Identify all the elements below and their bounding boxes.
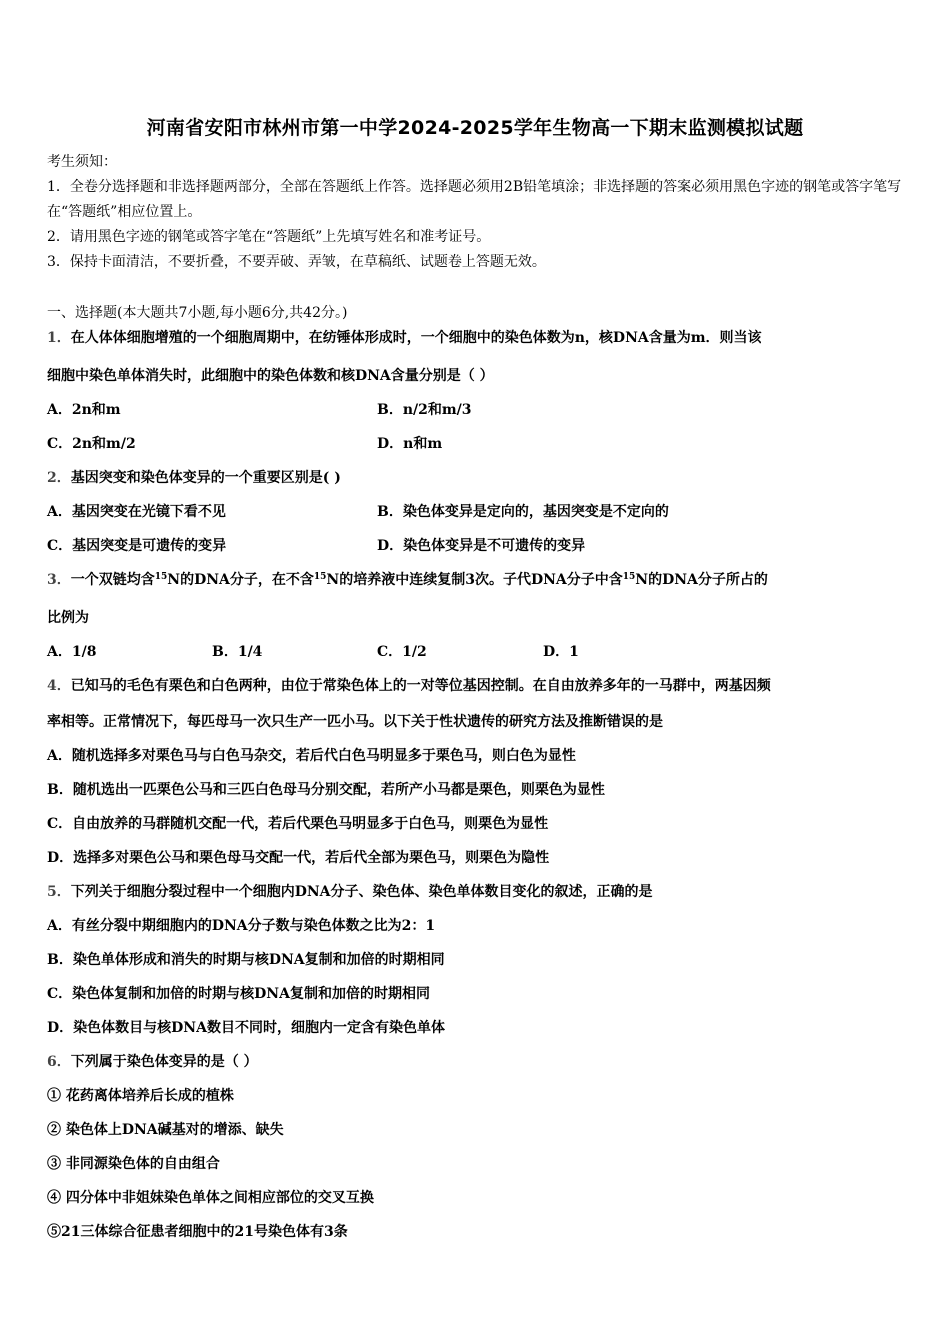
q1-option-c: C．2n和m/2 — [47, 436, 136, 452]
q5-option-d: D．染色体数目与核DNA数目不同时，细胞内一定含有染色单体 — [47, 1020, 445, 1036]
q2-stem: 2．基因突变和染色体变异的一个重要区别是( ) — [47, 470, 341, 486]
q1-option-a: A．2n和m — [47, 402, 121, 418]
q2-option-b: B．染色体变异是定向的，基因突变是不定向的 — [377, 504, 669, 520]
q3-option-d: D．1 — [543, 644, 579, 660]
q2-option-d: D．染色体变异是不可遗传的变异 — [377, 538, 586, 554]
q4-line2: 率相等。正常情况下，每匹母马一次只生产一匹小马。以下关于性状遗传的研究方法及推断错误的是 — [47, 714, 663, 730]
q1-option-b: B．n/2和m/3 — [377, 402, 472, 418]
q4-option-a: A．随机选择多对栗色马与白色马杂交，若后代白色马明显多于栗色马，则白色为显性 — [47, 748, 576, 764]
q3-option-b: B．1/4 — [212, 644, 263, 660]
q4-number: 4． — [47, 678, 71, 694]
q2-option-a: A．基因突变在光镜下看不见 — [47, 504, 226, 520]
q6-item-3: ③ 非同源染色体的自由组合 — [47, 1156, 220, 1172]
q5-option-c: C．染色体复制和加倍的时期与核DNA复制和加倍的时期相同 — [47, 986, 430, 1002]
q5-number: 5． — [47, 884, 71, 900]
q2-number: 2． — [47, 470, 71, 486]
q6-item-1: ① 花药离体培养后长成的植株 — [47, 1088, 234, 1104]
q4-option-b: B．随机选出一匹栗色公马和三匹白色母马分别交配，若所产小马都是栗色，则栗色为显性 — [47, 782, 605, 798]
q5-option-a: A．有丝分裂中期细胞内的DNA分子数与染色体数之比为2：1 — [47, 918, 436, 934]
q1-number: 1． — [47, 330, 71, 346]
q3-line1: 3．一个双链均含$^{15}$N的DNA分子，在不含$^{15}$N的培养液中连续复制3次。子代DNA分子中含$^{15}$N的DNA分子所占的 — [47, 572, 768, 588]
q6-item-2: ② 染色体上DNA碱基对的增添、缺失 — [47, 1122, 284, 1138]
notice-block — [47, 150, 907, 275]
notice-item-3: 3．保持卡面清洁，不要折叠，不要弄破、弄皱，在草稿纸、试题卷上答题无效。 — [47, 254, 546, 270]
q3-line2: 比例为 — [47, 610, 89, 626]
q1-option-d: D．n和m — [377, 436, 443, 452]
q4-line1: 4．已知马的毛色有栗色和白色两种，由位于常染色体上的一对等位基因控制。在自由放养多年的一马群中，两基因频 — [47, 678, 771, 694]
q6-item-4: ④ 四分体中非姐妹染色单体之间相应部位的交叉互换 — [47, 1190, 374, 1206]
q3-option-c: C．1/2 — [377, 644, 427, 660]
q4-option-c: C．自由放养的马群随机交配一代，若后代栗色马明显多于白色马，则栗色为显性 — [47, 816, 549, 832]
notice-item-1: 1．全卷分选择题和非选择题两部分，全部在答题纸上作答。选择题必须用2B铅笔填涂；非选择题的答案必须用黑色字迹的钢笔或答字笔写在“答题纸”相应位置上。 — [47, 179, 902, 220]
q2-option-c: C．基因突变是可遗传的变异 — [47, 538, 227, 554]
q1-line1: 1．在人体体细胞增殖的一个细胞周期中，在纺锤体形成时，一个细胞中的染色体数为n，核DNA含量为m．则当该 — [47, 330, 762, 346]
q1-line2: 细胞中染色单体消失时，此细胞中的染色体数和核DNA含量分别是（ ） — [47, 368, 494, 384]
q5-option-b: B．染色单体形成和消失的时期与核DNA复制和加倍的时期相同 — [47, 952, 445, 968]
q3-option-a: A．1/8 — [47, 644, 97, 660]
q6-item-5: ⑤21三体综合征患者细胞中的21号染色体有3条 — [47, 1224, 348, 1240]
page-title: 河南省安阳市林州市第一中学2024-2025学年生物高一下期末监测模拟试题 — [146, 117, 804, 139]
q6-stem: 6．下列属于染色体变异的是（ ） — [47, 1054, 258, 1070]
q3-number: 3． — [47, 572, 71, 588]
q5-stem: 5．下列关于细胞分裂过程中一个细胞内DNA分子、染色体、染色单体数目变化的叙述，正确的是 — [47, 884, 653, 900]
notice-heading: 考生须知： — [47, 154, 117, 170]
q6-number: 6． — [47, 1054, 71, 1070]
notice-item-2: 2．请用黑色字迹的钢笔或答字笔在“答题纸”上先填写姓名和准考证号。 — [47, 229, 491, 245]
section-heading: 一、选择题(本大题共7小题,每小题6分,共42分。) — [47, 305, 348, 321]
q4-option-d: D．选择多对栗色公马和栗色母马交配一代，若后代全部为栗色马，则栗色为隐性 — [47, 850, 550, 866]
